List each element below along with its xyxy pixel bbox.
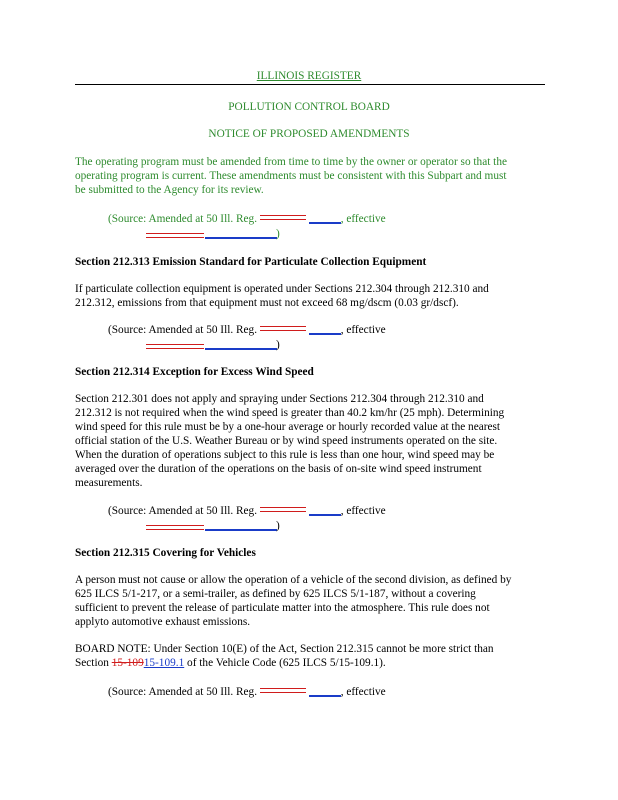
deleted-blank-marker bbox=[260, 507, 306, 512]
source-effective: , effective bbox=[340, 213, 386, 225]
section-314-line-7: measurements. bbox=[75, 477, 143, 489]
inserted-blank-marker bbox=[205, 529, 277, 531]
header-rule bbox=[75, 84, 545, 85]
section-314-line-6: averaged over the duration of the operations on the basis of on-site wind speed instrument bbox=[75, 463, 482, 475]
board-note-line-1: BOARD NOTE: Under Section 10(E) of the Act, Section 212.315 cannot be more strict than bbox=[75, 643, 494, 655]
inserted-blank-marker bbox=[309, 695, 341, 697]
inserted-blank-marker bbox=[309, 222, 341, 224]
deleted-blank-marker bbox=[146, 525, 204, 530]
board-title: POLLUTION CONTROL BOARD bbox=[228, 101, 390, 113]
notice-title: NOTICE OF PROPOSED AMENDMENTS bbox=[208, 128, 410, 140]
source-effective: , effective bbox=[340, 324, 386, 336]
inserted-blank-marker bbox=[309, 333, 341, 335]
board-note-line-2 bbox=[75, 657, 386, 671]
source-note-2 bbox=[108, 324, 386, 338]
intro-line-2: operating program is current. These amendments must be consistent with this Subpart and must bbox=[75, 170, 507, 182]
inserted-blank-marker bbox=[205, 237, 277, 239]
inserted-citation: 15-109.1 bbox=[143, 657, 185, 669]
source-prefix: (Source: Amended at 50 Ill. Reg. bbox=[108, 505, 258, 517]
inserted-blank-marker bbox=[309, 514, 341, 516]
section-314-heading: Section 212.314 Exception for Excess Wind Speed bbox=[75, 366, 314, 378]
section-313-line-1: If particulate collection equipment is operated under Sections 212.304 through 212.310 and bbox=[75, 283, 489, 295]
intro-line-3: be submitted to the Agency for its review. bbox=[75, 184, 264, 196]
source-close: ) bbox=[276, 228, 280, 240]
section-315-line-2: 625 ILCS 5/1-217, or a semi-trailer, as defined by 625 ILCS 5/1-187, without a covering bbox=[75, 588, 476, 600]
board-note-prefix: Section bbox=[75, 657, 112, 669]
section-315-line-4: applyto automotive exhaust emissions. bbox=[75, 616, 251, 628]
source-effective: , effective bbox=[340, 505, 386, 517]
deleted-blank-marker bbox=[260, 215, 306, 220]
source-note-3 bbox=[108, 505, 386, 519]
section-314-line-1: Section 212.301 does not apply and spraying under Sections 212.304 through 212.310 and bbox=[75, 393, 484, 405]
section-315-heading: Section 212.315 Covering for Vehicles bbox=[75, 547, 256, 559]
board-note-suffix: of the Vehicle Code (625 ILCS 5/15-109.1). bbox=[184, 657, 386, 669]
deleted-blank-marker bbox=[260, 326, 306, 331]
inserted-blank-marker bbox=[205, 348, 277, 350]
deleted-citation: 15-109 bbox=[111, 657, 144, 669]
deleted-blank-marker bbox=[146, 233, 204, 238]
source-close: ) bbox=[276, 520, 280, 532]
section-314-line-5: When the duration of operations subject to this rule is less than one hour, wind speed may be bbox=[75, 449, 495, 461]
source-prefix: (Source: Amended at 50 Ill. Reg. bbox=[108, 686, 258, 698]
section-315-line-3: sufficient to prevent the release of particulate matter into the atmosphere. This rule does not bbox=[75, 602, 490, 614]
section-313-line-2: 212.312, emissions from that equipment must not exceed 68 mg/dscm (0.03 gr/dscf). bbox=[75, 297, 459, 309]
source-prefix: (Source: Amended at 50 Ill. Reg. bbox=[108, 324, 258, 336]
register-title: ILLINOIS REGISTER bbox=[256, 70, 362, 82]
section-314-line-2: 212.312 is not required when the wind speed is greater than 40.2 km/hr (25 mph). Determining bbox=[75, 407, 505, 419]
source-note-1 bbox=[108, 213, 386, 227]
source-note-4 bbox=[108, 686, 386, 700]
section-313-heading: Section 212.313 Emission Standard for Particulate Collection Equipment bbox=[75, 256, 427, 268]
intro-line-1: The operating program must be amended from time to time by the owner or operator so that the bbox=[75, 156, 507, 168]
section-315-line-1: A person must not cause or allow the operation of a vehicle of the second division, as defined by bbox=[75, 574, 512, 586]
deleted-blank-marker bbox=[146, 344, 204, 349]
source-close: ) bbox=[276, 339, 280, 351]
section-314-line-3: wind speed for this rule must be by a one-hour average or hourly recorded value at the nearest bbox=[75, 421, 501, 433]
section-314-line-4: official station of the U.S. Weather Bureau or by wind speed instruments operated on the site. bbox=[75, 435, 498, 447]
source-effective: , effective bbox=[340, 686, 386, 698]
deleted-blank-marker bbox=[260, 688, 306, 693]
source-prefix: (Source: Amended at 50 Ill. Reg. bbox=[108, 213, 258, 225]
